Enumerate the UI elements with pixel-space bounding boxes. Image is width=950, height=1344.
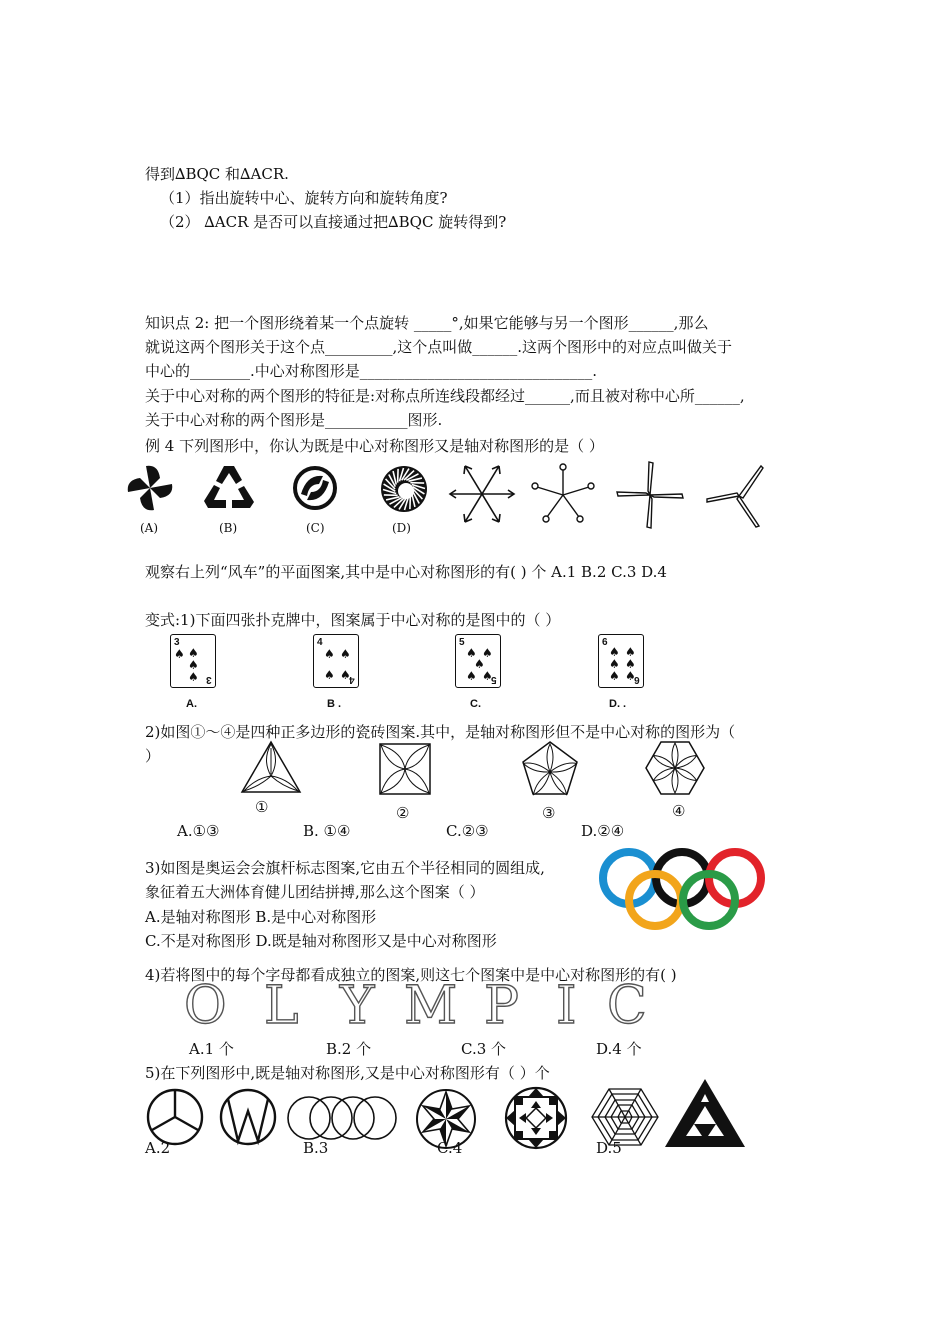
emblem-c-figure	[291, 464, 339, 512]
knowledge-line-1: 知识点 2: 把一个图形绕着某一个点旋转 _____°,如果它能够与另一个图形______,那么	[145, 314, 709, 332]
letter-i: I	[556, 976, 577, 1036]
pentagon-tile	[520, 740, 580, 798]
letter-p: P	[484, 976, 519, 1036]
q2-option-a: A.①③	[177, 822, 220, 840]
card-label-d: D. .	[609, 698, 627, 710]
propeller-figure	[616, 460, 684, 530]
knowledge-line-4: 关于中心对称的两个图形的特征是:对称点所连线段都经过______,而且被对称中心所______,	[145, 387, 745, 405]
letter-m: M	[404, 976, 458, 1036]
windmill-question: 观察右上列“风车”的平面图案,其中是中心对称图形的有( ) 个 A.1 B.2 C.3 D.4	[145, 563, 667, 581]
q5-option-b: B.3	[303, 1139, 329, 1157]
question-1: （1）指出旋转中心、旋转方向和旋转角度?	[160, 189, 448, 207]
hex-star-figure	[528, 462, 598, 528]
ex4-label-d: (D)	[392, 521, 411, 535]
letter-l: L	[264, 976, 299, 1036]
card-label-b: B .	[327, 698, 342, 710]
knowledge-line-2: 就说这两个图形关于这个点_________,这个点叫做______.这两个图形中的对应点叫做关于	[145, 338, 733, 356]
circle-w-figure	[219, 1088, 277, 1146]
line-result: 得到∆BQC 和∆ACR.	[145, 165, 289, 183]
tile-label-3: ③	[542, 804, 556, 822]
variant-3-line-2: 象征着五大洲体育健儿团结拼搏,那么这个图案（ ）	[145, 883, 485, 901]
tile-label-4: ④	[672, 802, 686, 820]
sunburst-d-figure	[379, 464, 429, 514]
variant-4: 4)若将图中的每个字母都看成独立的图案,则这七个图案中是中心对称图形的有( )	[145, 966, 677, 984]
variant-2: 2)如图①～④是四种正多边形的瓷砖图案.其中，是轴对称图形但不是中心对称的图形为（	[145, 723, 736, 741]
ex4-label-c: (C)	[306, 521, 325, 535]
variant-2-end: ）	[145, 747, 161, 765]
olympic-rings-figure	[596, 846, 770, 930]
knowledge-line-5: 关于中心对称的两个图形是___________图形.	[145, 411, 443, 429]
variant-3-options-cd: C.不是对称图形 D.既是轴对称图形又是中心对称图形	[145, 932, 497, 950]
letter-o: O	[184, 976, 227, 1036]
arrow-star-figure	[446, 462, 518, 526]
q2-option-b: B. ①④	[303, 822, 351, 840]
q4-option-d: D.4 个	[596, 1040, 642, 1058]
card-6-of-spades: 6 ♠ ♠ ♠ ♠ ♠ ♠ 6	[598, 634, 644, 688]
four-circles-figure	[286, 1092, 398, 1144]
example-4: 例 4 下列图形中，你认为既是中心对称图形又是轴对称图形的是（ ）	[145, 437, 604, 455]
q5-option-c: C.4	[437, 1139, 463, 1157]
variant-3: 3)如图是奥运会会旗杆标志图案,它由五个半径相同的圆组成,	[145, 859, 545, 877]
hexagon-tile	[644, 738, 706, 798]
ex4-label-b: (B)	[219, 521, 238, 535]
variant-5: 5)在下列图形中,既是轴对称图形,又是中心对称图形有（ ）个	[145, 1064, 550, 1082]
square-star-circle-figure	[504, 1086, 568, 1150]
card-label-a: A.	[186, 698, 197, 710]
pinwheel-a-figure	[126, 464, 174, 512]
card-4-of-spades: 4 ♠ ♠ ♠ ♠ 4	[313, 634, 359, 688]
q2-option-d: D.②④	[581, 822, 625, 840]
letter-y: Y	[340, 976, 375, 1036]
q2-option-c: C.②③	[446, 822, 489, 840]
triforce-figure	[664, 1078, 746, 1148]
question-2: （2） ∆ACR 是否可以直接通过把∆BQC 旋转得到?	[160, 213, 507, 231]
knowledge-line-3: 中心的________.中心对称图形是_______________________________.	[145, 362, 598, 380]
tile-label-1: ①	[255, 798, 269, 816]
three-blade-figure	[704, 462, 774, 530]
recycle-b-figure	[204, 464, 254, 512]
q5-option-d: D.5	[596, 1139, 622, 1157]
q5-option-a: A.2	[145, 1139, 171, 1157]
variant-1: 变式:1)下面四张扑克牌中，图案属于中心对称的是图中的（ ）	[145, 611, 561, 629]
ex4-label-a: (A)	[140, 521, 159, 535]
triangle-tile	[240, 740, 302, 794]
tile-label-2: ②	[396, 804, 410, 822]
q4-option-a: A.1 个	[189, 1040, 234, 1058]
letter-c: C	[607, 976, 647, 1036]
q4-option-b: B.2 个	[326, 1040, 372, 1058]
variant-3-options-ab: A.是轴对称图形 B.是中心对称图形	[145, 908, 377, 926]
card-label-c: C.	[470, 698, 481, 710]
square-tile	[378, 742, 432, 796]
card-5-of-spades: 5 ♠ ♠ ♠ ♠ ♠ 5	[455, 634, 501, 688]
card-3-of-spades: 3 ♠ ♠ ♠ ♠ 3	[170, 634, 216, 688]
q4-option-c: C.3 个	[461, 1040, 507, 1058]
